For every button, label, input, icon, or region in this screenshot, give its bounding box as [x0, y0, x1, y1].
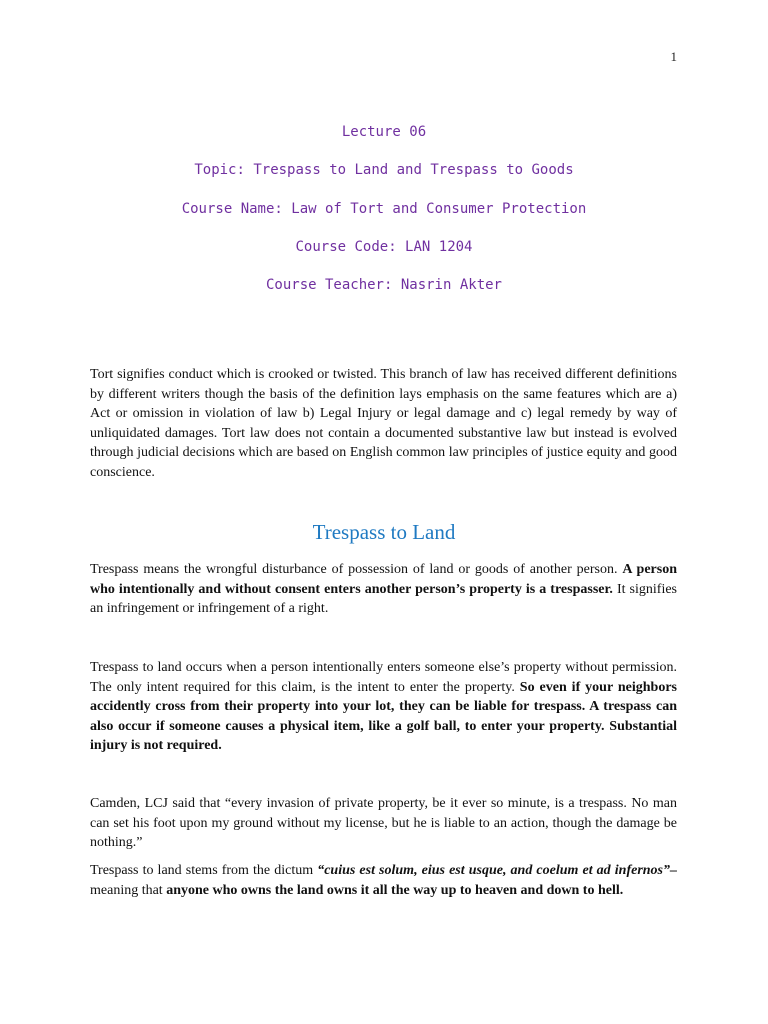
course-teacher: Course Teacher: Nasrin Akter	[265, 277, 502, 293]
intro-paragraph: Tort signifies conduct which is crooked or twisted. This branch of law has received different definitions by different writers though the basis of the definition lays emphasis on the same features which are a) Act or omission in violation of law b) Legal Injury or legal damage and c) legal remedy by way of unliquidated damages. Tort law does not contain a documented substantive law but instead is evolved through judicial decisions which are based on English common law principles of justice equity and good conscience.	[90, 367, 677, 480]
bold-run: anyone who owns the land owns it all the way up to heaven and down to hell.	[166, 882, 624, 898]
bold-run: So even if your neighbors accidently cross from their property into your lot, they can be liable for trespass. A trespass can also occur if someone causes a physical item, like a golf ball, to enter your property. Substantial injury is not required.	[90, 679, 677, 753]
text-run: Trespass to land occurs when a person intentionally enters someone else’s property without permission. The only intent required for this claim, is the intent to enter the property.	[90, 660, 677, 695]
course-name: Course Name: Law of Tort and Consumer Protection	[181, 201, 587, 217]
text-run: meaning that	[90, 882, 167, 898]
paragraph-camden-quote	[90, 794, 677, 853]
text-run: Trespass to land stems from the dictum	[90, 863, 318, 878]
paragraph-definition	[90, 560, 677, 619]
paragraph-dictum	[90, 861, 677, 900]
text-run: It signifies an infringement or infringement of a right.	[90, 581, 677, 616]
bold-run: A person who intentionally and without consent enters another person’s property is a trespasser.	[90, 562, 677, 597]
course-code: Course Code: LAN 1204	[295, 239, 473, 255]
section-heading: Trespass to Land	[312, 520, 456, 544]
text-run: Camden, LCJ said that “every invasion of private property, be it ever so minute, is a trespass. No man can set his foot upon my ground without my license, but he is liable to an action, though the damage be nothing.”	[90, 796, 677, 850]
lecture-number: Lecture 06	[341, 124, 427, 140]
page-number: 1	[670, 49, 677, 64]
latin-dictum: “cuius est solum, eius est usque, and coelum et ad infernos”–	[317, 863, 678, 878]
text-run: Trespass means the wrongful disturbance of possession of land or goods of another person.	[90, 562, 623, 577]
paragraph-trespass-to-land	[90, 658, 677, 756]
lecture-topic: Topic: Trespass to Land and Trespass to Goods	[194, 162, 574, 178]
